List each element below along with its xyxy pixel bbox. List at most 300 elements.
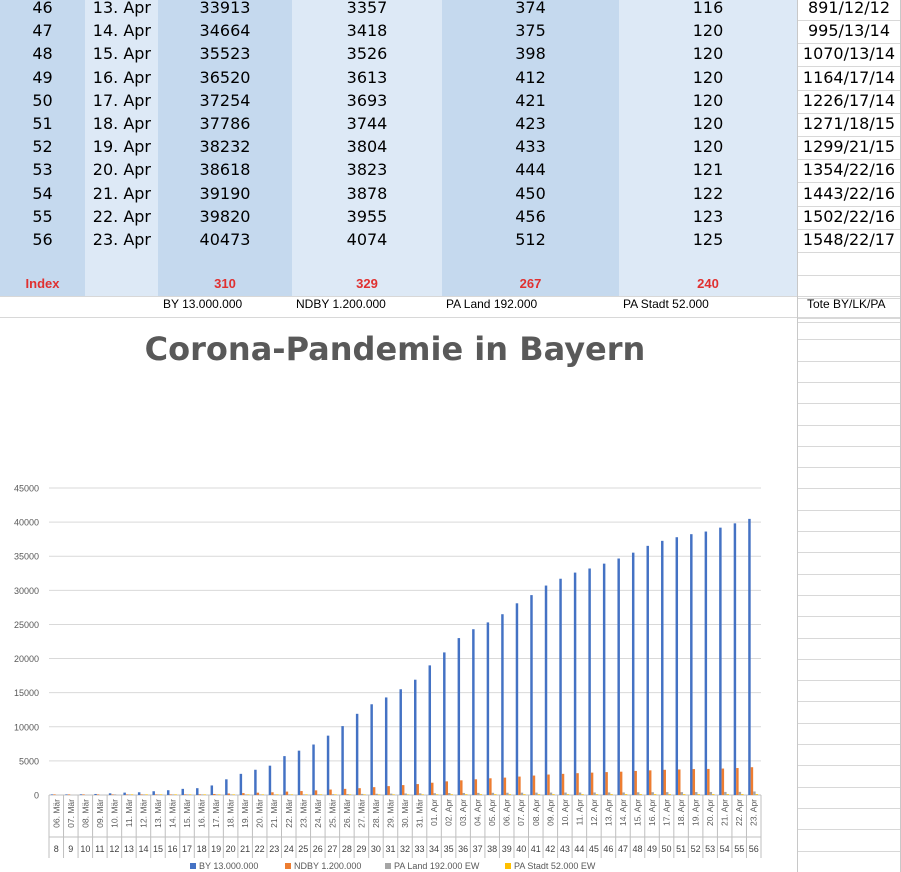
table-cell-by: 36520 — [199, 67, 251, 87]
bar-pal — [390, 794, 392, 795]
bar-pas — [334, 794, 336, 795]
table-cell-date: 19. Apr — [92, 137, 151, 157]
bar-ndby — [504, 778, 506, 795]
bar-by — [676, 537, 678, 795]
bar-ndby — [155, 794, 157, 795]
bar-pas — [698, 794, 700, 795]
x-index-label: 32 — [399, 844, 411, 854]
bar-pas — [756, 794, 758, 795]
bar-by — [399, 689, 401, 795]
bar-pal — [739, 792, 741, 795]
y-tick-label: 20000 — [13, 654, 39, 665]
x-index-label: 20 — [225, 844, 236, 854]
bar-pal — [230, 794, 232, 795]
bar-ndby — [576, 773, 578, 795]
x-index-label: 38 — [487, 844, 498, 854]
x-index-label: 40 — [516, 844, 527, 854]
table-cell-n: 54 — [32, 183, 53, 203]
bar-by — [312, 745, 314, 795]
bar-pal — [346, 794, 348, 795]
bar-pal — [695, 792, 697, 795]
bar-pas — [639, 794, 641, 795]
x-index-label: 47 — [617, 844, 628, 854]
x-index-label: 23 — [269, 844, 280, 854]
bar-pas — [421, 794, 423, 795]
y-tick-label: 25000 — [13, 619, 39, 630]
bar-pal — [216, 794, 218, 795]
x-index-label: 21 — [240, 844, 251, 854]
bar-pal — [448, 793, 450, 795]
table-cell-ndby: 3823 — [346, 160, 388, 180]
x-tick-label: 18. Apr — [676, 799, 687, 826]
data-table — [0, 0, 901, 318]
bar-by — [283, 756, 285, 795]
legend-swatch — [190, 863, 196, 869]
x-index-label: 53 — [705, 844, 716, 854]
table-cell-by: 33913 — [199, 0, 251, 17]
bar-pas — [131, 794, 133, 795]
bar-by — [196, 788, 198, 795]
grid-line — [797, 90, 901, 91]
bar-pas — [174, 794, 176, 795]
bar-ndby — [97, 794, 99, 795]
bar-by — [705, 532, 707, 795]
table-cell-n: 52 — [32, 137, 53, 157]
table-cell-ndby: 3744 — [346, 114, 388, 133]
x-tick-label: 16. Mär — [196, 799, 207, 828]
header-by: BY 13.000.000 — [163, 297, 243, 311]
bar-ndby — [693, 769, 695, 795]
x-index-label: 12 — [109, 844, 120, 854]
x-index-label: 19 — [211, 844, 222, 854]
chart-title: Corona-Pandemie in Bayern — [144, 330, 646, 368]
x-tick-label: 21. Mär — [269, 799, 280, 828]
x-index-label: 45 — [588, 844, 599, 854]
bar-pal — [317, 794, 319, 795]
table-cell-n: 51 — [32, 114, 53, 133]
bar-pas — [320, 794, 322, 795]
legend-swatch — [285, 863, 291, 869]
x-index-label: 14 — [138, 844, 149, 854]
table-cell-pas: 122 — [692, 183, 724, 203]
x-tick-label: 08. Apr — [530, 799, 541, 826]
bar-ndby — [663, 770, 665, 795]
bar-pas — [480, 794, 482, 795]
bar-pas — [291, 794, 293, 795]
bar-pas — [363, 794, 365, 795]
x-tick-label: 12. Mär — [138, 799, 149, 828]
table-cell-date: 15. Apr — [92, 44, 151, 64]
table-cell-ndby: 3955 — [346, 206, 388, 226]
x-index-label: 37 — [472, 844, 483, 854]
table-cell-pal: 450 — [515, 183, 546, 203]
bar-ndby — [373, 787, 375, 795]
bar-pal — [303, 794, 305, 795]
x-tick-label: 06. Mär — [51, 799, 62, 828]
table-cell-by: 38618 — [199, 160, 251, 180]
bar-pas — [407, 794, 409, 795]
bar-ndby — [460, 780, 462, 795]
bar-pas — [712, 794, 714, 795]
legend-label: NDBY 1.200.000 — [294, 861, 362, 871]
x-tick-label: 30. Mär — [400, 799, 410, 828]
bar-pal — [419, 793, 421, 795]
x-tick-label: 22. Mär — [283, 799, 294, 828]
table-cell-pal: 433 — [515, 137, 546, 157]
x-tick-label: 16. Apr — [647, 799, 658, 826]
x-tick-label: 11. Mär — [123, 799, 134, 828]
table-cell-tote: 1354/22/16 — [802, 160, 896, 180]
bar-by — [123, 793, 125, 795]
table-cell-date: 23. Apr — [92, 230, 151, 249]
x-tick-label: 05. Apr — [487, 799, 498, 826]
x-tick-label: 23. Mär — [298, 799, 309, 828]
grid-line — [797, 787, 901, 788]
table-cell-pal: 412 — [515, 67, 546, 87]
bar-ndby — [678, 769, 680, 795]
grid-line — [797, 595, 901, 596]
bar-ndby — [329, 790, 331, 795]
table-cell-n: 46 — [32, 0, 53, 17]
grid-line — [797, 0, 798, 318]
bar-ndby — [257, 793, 259, 795]
table-cell-n: 50 — [32, 90, 53, 110]
x-index-label: 43 — [559, 844, 570, 854]
table-cell-n: 56 — [32, 230, 53, 249]
table-cell-by: 40473 — [199, 230, 251, 249]
bar-ndby — [358, 788, 360, 795]
table-cell-n: 49 — [32, 67, 53, 87]
x-index-label: 30 — [370, 844, 381, 854]
y-tick-label: 0 — [33, 790, 39, 801]
bar-by — [80, 794, 82, 795]
chart — [0, 318, 790, 872]
bar-ndby — [387, 786, 389, 795]
bar-ndby — [489, 778, 491, 795]
grid-line — [797, 446, 901, 447]
bar-by — [269, 766, 271, 795]
header-ndby: NDBY 1.200.000 — [296, 297, 386, 311]
y-tick-label: 45000 — [13, 483, 39, 494]
bar-ndby — [518, 777, 520, 795]
bar-pas — [610, 794, 612, 795]
x-tick-label: 19. Apr — [690, 799, 701, 826]
bar-by — [487, 622, 489, 795]
grid-line — [797, 659, 901, 660]
x-tick-label: 28. Mär — [370, 799, 381, 828]
bar-by — [516, 603, 518, 795]
table-cell-pal: 398 — [515, 44, 546, 64]
bar-pal — [128, 794, 130, 795]
bar-by — [661, 541, 663, 795]
x-index-label: 41 — [530, 844, 541, 854]
bar-by — [472, 629, 474, 795]
bar-ndby — [707, 769, 709, 795]
bar-ndby — [533, 776, 535, 795]
bar-pal — [492, 793, 494, 795]
bar-pas — [596, 794, 598, 795]
table-cell-pal: 375 — [515, 21, 546, 41]
legend-label: PA Stadt 52.000 EW — [514, 861, 596, 871]
bar-ndby — [242, 793, 244, 795]
table-cell-by: 38232 — [199, 137, 251, 157]
bar-by — [225, 779, 227, 795]
x-tick-label: 14. Mär — [167, 799, 178, 828]
bar-by — [719, 528, 721, 795]
x-tick-label: 27. Mär — [356, 799, 367, 828]
x-index-label: 24 — [283, 844, 294, 854]
bar-ndby — [431, 783, 433, 795]
table-cell-by: 39190 — [199, 183, 251, 203]
grid-line — [797, 252, 901, 253]
table-cell-pas: 120 — [692, 67, 724, 87]
bar-by — [370, 704, 372, 795]
bar-by — [211, 785, 213, 795]
grid-line — [797, 275, 901, 276]
bar-pal — [521, 793, 523, 795]
x-index-label: 50 — [661, 844, 672, 854]
x-index-label: 51 — [676, 844, 687, 854]
table-cell-pas: 120 — [692, 44, 724, 64]
x-tick-label: 07. Apr — [516, 799, 527, 826]
table-cell-pas: 116 — [692, 0, 724, 17]
x-tick-label: 17. Apr — [661, 799, 672, 826]
bar-pal — [274, 794, 276, 795]
table-cell-tote: 1299/21/15 — [802, 137, 896, 157]
bar-by — [51, 794, 53, 795]
x-tick-label: 09. Mär — [94, 799, 105, 828]
grid-line — [797, 382, 901, 383]
bar-pal — [681, 792, 683, 795]
table-cell-date: 21. Apr — [92, 183, 151, 203]
grid-line — [797, 339, 901, 340]
bar-by — [138, 792, 140, 795]
x-index-label: 49 — [647, 844, 658, 854]
bar-ndby — [68, 794, 70, 795]
table-cell-date: 20. Apr — [92, 160, 151, 180]
table-cell-pal: 444 — [515, 160, 546, 180]
x-tick-label: 02. Apr — [443, 799, 454, 826]
grid-line — [797, 701, 901, 702]
bar-ndby — [446, 781, 448, 795]
table-cell-date: 13. Apr — [92, 0, 151, 17]
bar-pas — [741, 794, 743, 795]
grid-line — [797, 616, 901, 617]
bar-ndby — [547, 775, 549, 795]
bar-ndby — [751, 767, 753, 795]
bar-pal — [332, 794, 334, 795]
x-index-label: 27 — [327, 844, 338, 854]
bar-by — [65, 794, 67, 795]
x-index-label: 15 — [152, 844, 163, 854]
bar-ndby — [315, 790, 317, 795]
bar-pal — [201, 794, 203, 795]
grid-line — [797, 552, 901, 553]
bar-pas — [218, 794, 220, 795]
table-cell-pas: 121 — [692, 160, 724, 180]
bar-pal — [710, 792, 712, 795]
grid-line — [797, 829, 901, 830]
grid-line — [797, 229, 901, 230]
table-cell-ndby: 3526 — [346, 44, 388, 64]
x-index-label: 55 — [734, 844, 745, 854]
grid-line — [797, 574, 901, 575]
bar-by — [617, 559, 619, 795]
x-index-label: 33 — [414, 844, 425, 854]
x-index-label: 46 — [603, 844, 614, 854]
bar-by — [94, 794, 96, 795]
bar-by — [385, 697, 387, 795]
table-cell-n: 55 — [32, 206, 53, 226]
bar-pal — [288, 794, 290, 795]
x-tick-label: 04. Apr — [472, 799, 483, 826]
bar-by — [429, 665, 431, 795]
bar-pas — [203, 794, 205, 795]
bar-ndby — [402, 785, 404, 795]
x-index-label: 54 — [719, 844, 730, 854]
grid-line — [797, 182, 901, 183]
bar-ndby — [184, 794, 186, 795]
bar-ndby — [736, 768, 738, 795]
table-cell-date: 17. Apr — [92, 90, 151, 110]
bar-pal — [186, 794, 188, 795]
x-tick-label: 29. Mär — [385, 799, 396, 828]
header-tote: Tote BY/LK/PA — [807, 297, 886, 311]
grid-line — [797, 467, 901, 468]
table-cell-tote: 891/12/12 — [807, 0, 891, 17]
x-index-label: 11 — [95, 844, 105, 854]
x-index-label: 28 — [341, 844, 352, 854]
bar-pal — [622, 792, 624, 795]
bar-by — [690, 534, 692, 795]
bar-pas — [160, 794, 162, 795]
bar-ndby — [111, 794, 113, 795]
x-index-label: 17 — [182, 844, 193, 854]
x-tick-label: 10. Apr — [559, 799, 570, 826]
table-cell-pal: 512 — [515, 230, 546, 249]
table-cell-pas: 125 — [692, 230, 724, 249]
bar-pal — [651, 792, 653, 795]
y-tick-label: 35000 — [13, 551, 39, 562]
bar-by — [603, 564, 605, 795]
grid-line — [797, 66, 901, 67]
bar-pas — [247, 794, 249, 795]
bar-pal — [375, 794, 377, 795]
grid-line — [797, 425, 901, 426]
bar-pas — [262, 794, 264, 795]
x-index-label: 34 — [429, 844, 440, 854]
y-tick-label: 5000 — [18, 756, 39, 767]
x-tick-label: 18. Mär — [225, 799, 236, 828]
bar-pal — [535, 793, 537, 795]
table-cell-ndby: 3418 — [346, 21, 388, 41]
x-tick-label: 03. Apr — [458, 799, 469, 826]
bar-ndby — [82, 794, 84, 795]
table-cell-tote: 1070/13/14 — [802, 44, 896, 64]
index-ndby: 329 — [356, 276, 378, 291]
x-tick-label: 24. Mär — [312, 799, 323, 828]
bar-ndby — [649, 770, 651, 795]
bar-pal — [506, 793, 508, 795]
table-cell-tote: 995/13/14 — [807, 21, 891, 41]
bar-pas — [654, 794, 656, 795]
x-tick-label: 14. Apr — [617, 799, 628, 826]
table-cell-pal: 374 — [515, 0, 546, 17]
grid-line — [797, 206, 901, 207]
table-cell-n: 48 — [32, 44, 53, 64]
x-index-label: 31 — [385, 844, 396, 854]
bar-ndby — [271, 792, 273, 795]
x-tick-label: 13. Mär — [152, 799, 163, 828]
x-tick-label: 15. Mär — [182, 799, 193, 828]
grid-line — [797, 510, 901, 511]
table-cell-date: 18. Apr — [92, 114, 151, 133]
x-index-label: 16 — [167, 844, 178, 854]
bar-pas — [523, 794, 525, 795]
table-cell-n: 53 — [32, 160, 53, 180]
x-index-label: 52 — [690, 844, 701, 854]
x-index-label: 36 — [458, 844, 469, 854]
bar-pas — [436, 794, 438, 795]
x-index-label: 13 — [123, 844, 134, 854]
table-cell-tote: 1226/17/14 — [802, 90, 896, 110]
bar-pas — [450, 794, 452, 795]
bar-ndby — [634, 771, 636, 795]
legend-label: PA Land 192.000 EW — [394, 861, 480, 871]
bar-by — [574, 573, 576, 795]
table-cell-tote: 1164/17/14 — [802, 67, 896, 87]
bar-by — [240, 774, 242, 795]
bar-ndby — [605, 772, 607, 795]
grid-line — [797, 488, 901, 489]
grid-line — [797, 136, 901, 137]
bar-pas — [567, 794, 569, 795]
index-label: Index — [25, 276, 60, 291]
x-index-label: 44 — [574, 844, 585, 854]
table-cell-n: 47 — [32, 21, 53, 41]
bar-pas — [145, 794, 147, 795]
table-cell-pas: 120 — [692, 90, 724, 110]
bar-pas — [538, 794, 540, 795]
bar-pal — [593, 792, 595, 795]
bar-pal — [477, 793, 479, 795]
x-tick-label: 10. Mär — [109, 799, 120, 828]
bar-by — [109, 793, 111, 795]
bar-pal — [433, 793, 435, 795]
bar-pas — [494, 794, 496, 795]
bar-ndby — [591, 773, 593, 795]
table-cell-ndby: 4074 — [346, 230, 388, 249]
x-tick-label: 13. Apr — [603, 799, 614, 826]
legend-label: BY 13.000.000 — [199, 861, 259, 871]
x-tick-label: 01. Apr — [429, 799, 440, 826]
table-cell-pas: 120 — [692, 137, 724, 157]
bar-ndby — [169, 794, 171, 795]
bar-pas — [392, 794, 394, 795]
bar-ndby — [562, 774, 564, 795]
bar-by — [559, 579, 561, 795]
x-tick-label: 08. Mär — [80, 799, 91, 828]
bar-pas — [683, 794, 685, 795]
bar-ndby — [53, 794, 55, 795]
bar-by — [443, 652, 445, 795]
table-cell-tote: 1443/22/16 — [802, 183, 896, 203]
table-cell-tote: 1548/22/17 — [802, 230, 896, 249]
y-tick-label: 30000 — [13, 585, 39, 596]
y-tick-label: 10000 — [13, 722, 39, 733]
grid-line — [797, 851, 901, 852]
table-cell-ndby: 3357 — [346, 0, 388, 17]
